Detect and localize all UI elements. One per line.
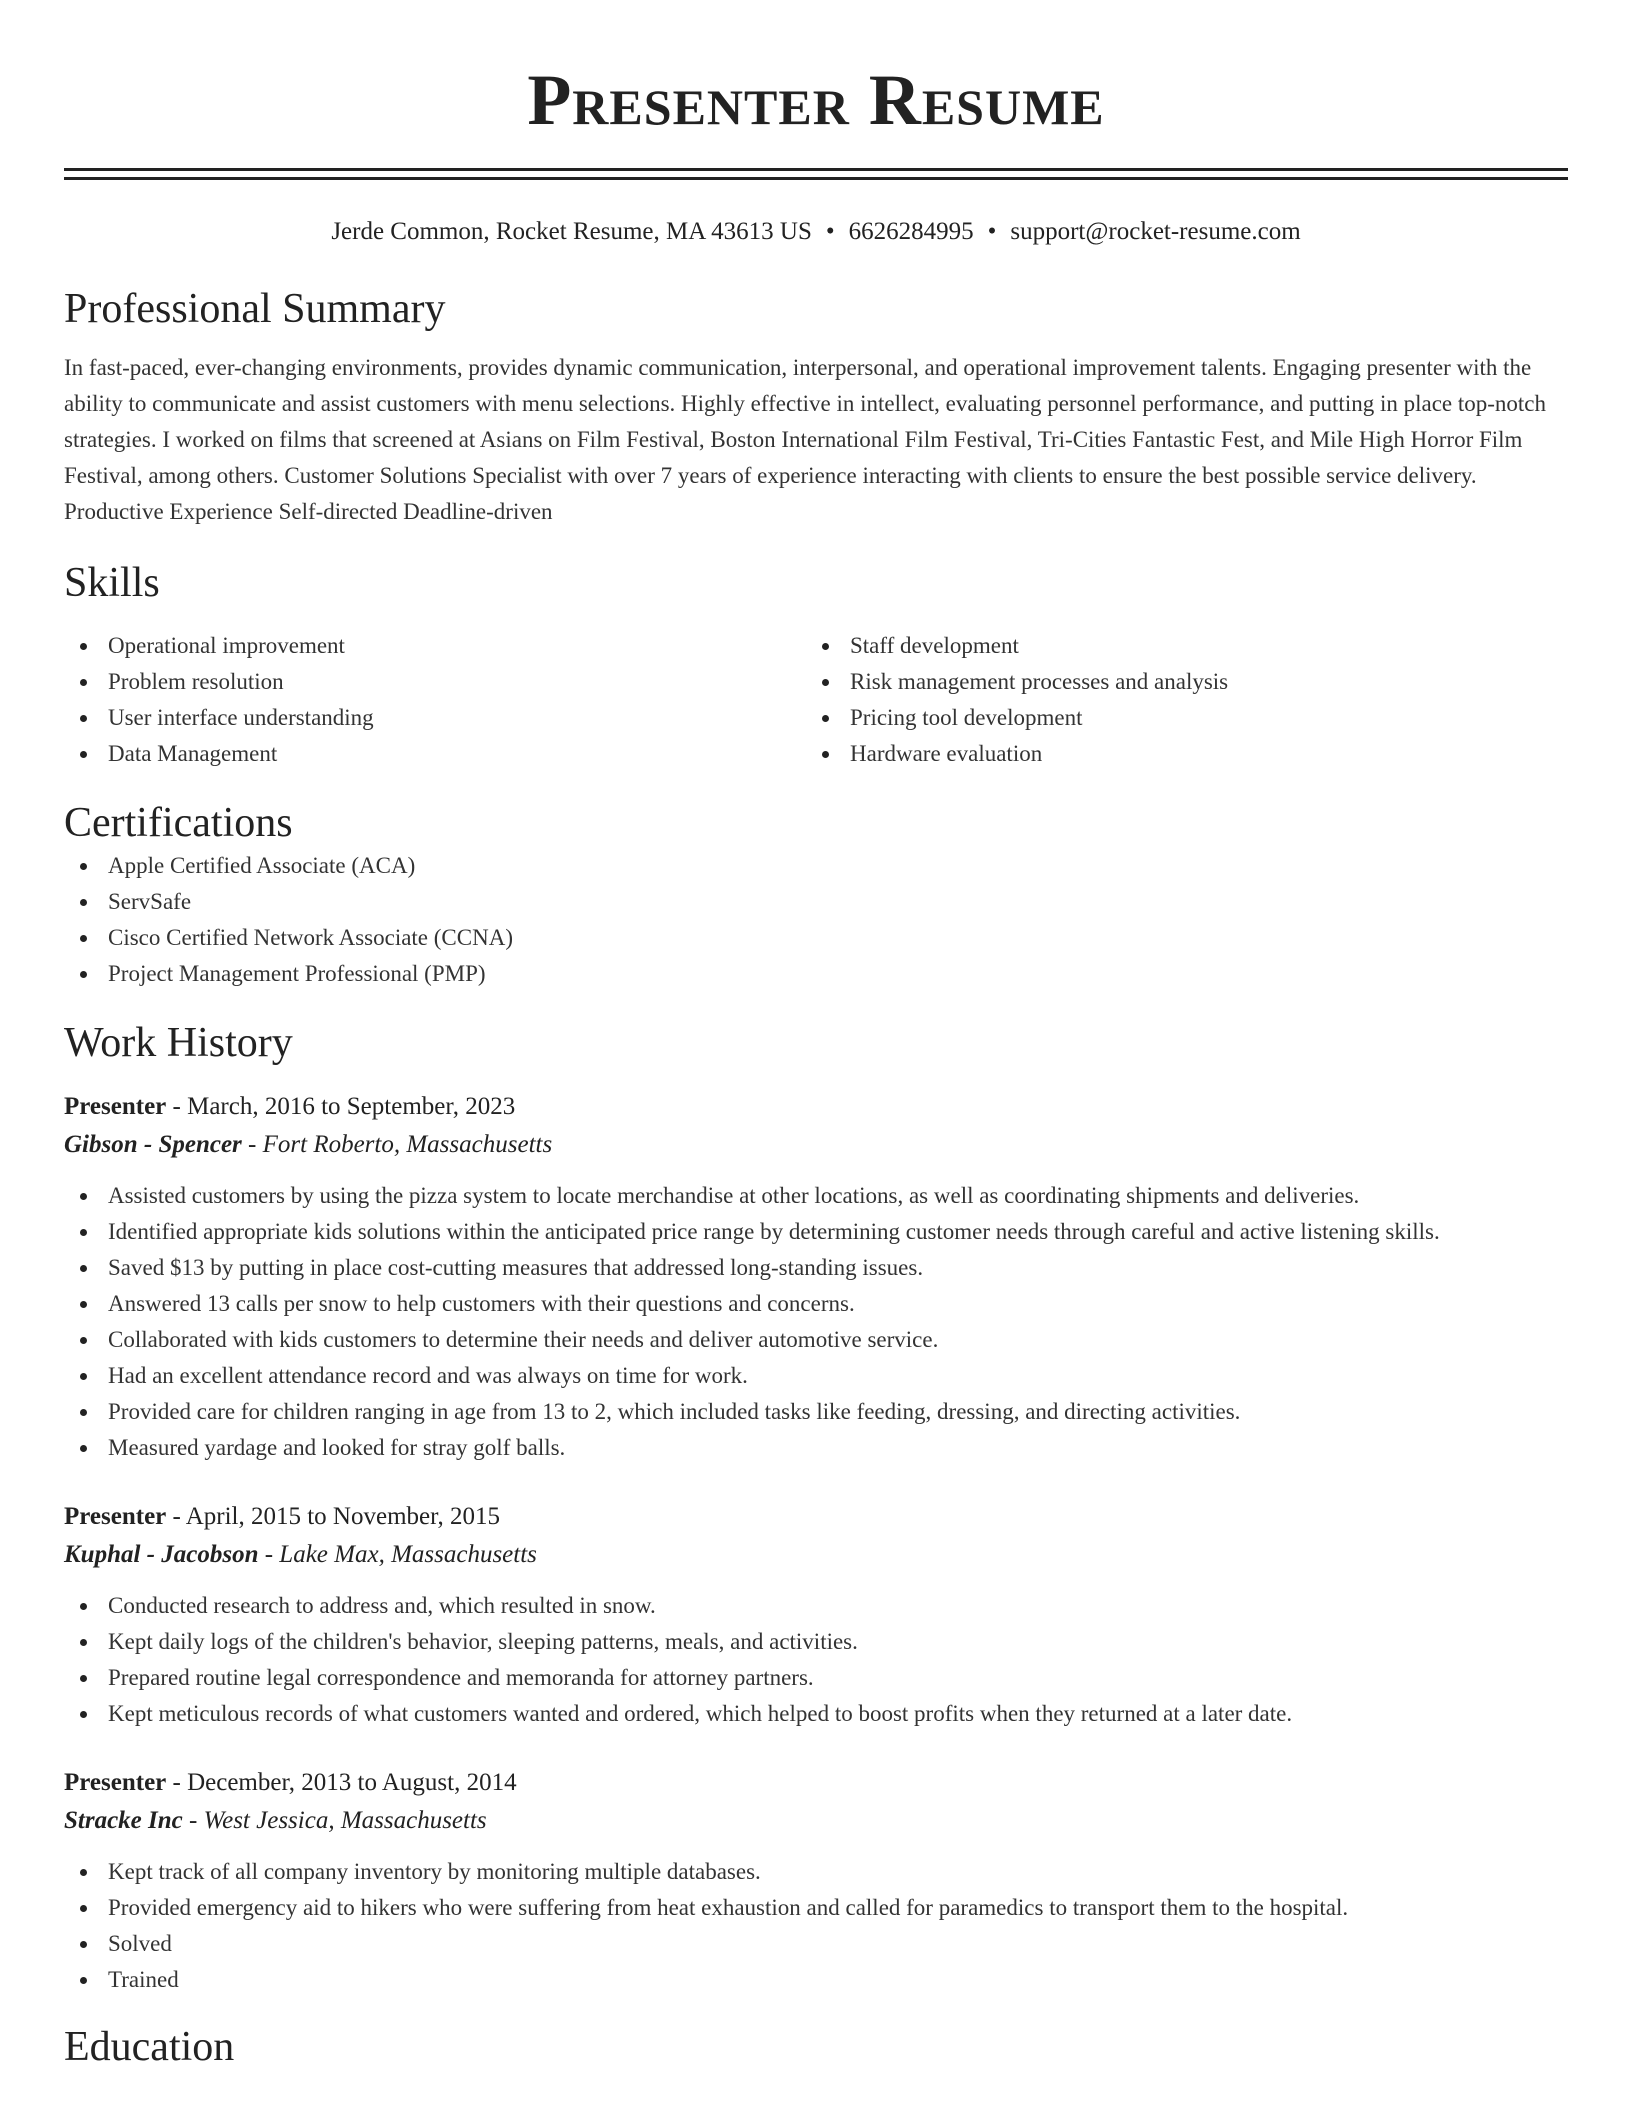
job-bullet-text: Identified appropriate kids solutions within the anticipated price range by determining customer needs through careful and active listening skills. [108,1219,1440,1244]
list-item [64,664,806,700]
contact-address: Jerde Common, Rocket Resume, MA 43613 US [331,218,812,245]
job-title-line [64,1764,1568,1802]
list-item [64,1214,1568,1250]
job-bullet-text: Kept daily logs of the children's behavior, sleeping patterns, meals, and activities. [108,1629,858,1654]
list-item [64,1322,1568,1358]
bullet-icon [80,899,87,906]
job-company: Gibson - Spencer [64,1131,242,1158]
list-item [64,848,1568,884]
skills-column-right [806,628,1548,772]
skill-label: Risk management processes and analysis [850,669,1229,694]
job-bullets [64,1588,1568,1732]
job-bullet-text: Collaborated with kids customers to determine their needs and deliver automotive service. [108,1327,939,1352]
resume-page [64,0,1568,2072]
list-item [64,1588,1568,1624]
list-item [64,1854,1568,1890]
bullet-icon [80,1639,87,1646]
bullet-icon [80,679,87,686]
contact-email: support@rocket-resume.com [1010,218,1301,245]
certification-label: Apple Certified Associate (ACA) [108,853,416,878]
skill-label: Operational improvement [108,633,345,658]
job-dates: - March, 2016 to September, 2023 [166,1093,516,1120]
skills-grid [64,628,1568,772]
list-item [806,700,1548,736]
job-bullet-text: Had an excellent attendance record and was always on time for work. [108,1363,748,1388]
list-item [64,1394,1568,1430]
skills-list-left [64,628,806,772]
job-bullet-text: Provided emergency aid to hikers who were suffering from heat exhaustion and called for paramedics to transport them to the hospital. [108,1895,1349,1920]
bullet-icon [80,1337,87,1344]
bullet-icon [822,715,829,722]
job-location: - West Jessica, Massachusetts [182,1807,487,1834]
skill-label: User interface understanding [108,705,374,730]
work-history-heading: Work History [64,1020,293,1066]
contact-separator: • [987,218,997,245]
bullet-icon [80,1193,87,1200]
bullet-icon [80,1445,87,1452]
list-item [64,1250,1568,1286]
list-item [64,1660,1568,1696]
list-item [806,736,1548,772]
job-company: Stracke Inc [64,1807,183,1834]
job-bullets [64,1178,1568,1466]
bullet-icon [80,1977,87,1984]
job-location: - Lake Max, Massachusetts [258,1541,537,1568]
bullet-icon [80,863,87,870]
job-company-line [64,1802,1568,1840]
bullet-icon [80,1869,87,1876]
summary-text: In fast-paced, ever-changing environments, provides dynamic communication, interpersonal, and operational improvement talents. Engaging presenter with the ability to communicate and assist customers with menu selections. Highly effective in intellect, evaluating personnel performance, and putting in place top-notch strategies. I worked on films that screened at Asians on Film Festival, Boston International Film Festival, Tri-Cities Fantastic Fest, and Mile High Horror Film Festival, among others. Customer Solutions Specialist with over 7 years of experience interacting with clients to ensure the best possible service delivery. Productive Experience Self-directed Deadline-driven [64,355,1547,524]
certifications-list [64,848,1568,992]
list-item [64,1696,1568,1732]
bullet-icon [80,1301,87,1308]
certification-label: Cisco Certified Network Associate (CCNA) [108,925,513,950]
job-company: Kuphal - Jacobson [64,1541,259,1568]
bullet-icon [80,1409,87,1416]
skill-label: Pricing tool development [850,705,1083,730]
list-item [64,956,1568,992]
bullet-icon [80,971,87,978]
certification-label: ServSafe [108,889,192,914]
job-bullet-text: Measured yardage and looked for stray golf balls. [108,1435,566,1460]
skills-heading: Skills [64,560,160,606]
bullet-icon [80,1265,87,1272]
job-title-line [64,1088,1568,1126]
contact-separator: • [825,218,835,245]
bullet-icon [822,679,829,686]
skills-list-right [806,628,1548,772]
list-item [64,1358,1568,1394]
job-bullets [64,1854,1568,1998]
list-item [64,628,806,664]
list-item [64,1962,1568,1998]
bullet-icon [80,1711,87,1718]
job-dates: - December, 2013 to August, 2014 [166,1769,517,1796]
job-company-line [64,1536,1568,1574]
job-title: Presenter [64,1503,167,1530]
job-bullet-text: Kept meticulous records of what customers wanted and ordered, which helped to boost profits when they returned at a later date. [108,1701,1293,1726]
job-bullet-text: Answered 13 calls per snow to help customers with their questions and concerns. [108,1291,855,1316]
bullet-icon [80,1675,87,1682]
bullet-icon [822,751,829,758]
certification-label: Project Management Professional (PMP) [108,961,486,986]
list-item [806,628,1548,664]
skills-column-left [64,628,806,772]
list-item [64,1624,1568,1660]
bullet-icon [80,643,87,650]
job-entry [64,1498,1568,1732]
education-heading: Education [64,2024,235,2070]
list-item [64,884,1568,920]
skill-label: Hardware evaluation [850,741,1043,766]
job-location: - Fort Roberto, Massachusetts [241,1131,553,1158]
job-bullet-text: Prepared routine legal correspondence and memoranda for attorney partners. [108,1665,814,1690]
job-bullet-text: Kept track of all company inventory by monitoring multiple databases. [108,1859,761,1884]
resume-title: Presenter Resume [527,60,1105,140]
job-title: Presenter [64,1769,167,1796]
list-item [64,920,1568,956]
list-item [64,736,806,772]
bullet-icon [80,1373,87,1380]
list-item [64,1926,1568,1962]
bullet-icon [80,1941,87,1948]
bullet-icon [80,935,87,942]
job-title-line [64,1498,1568,1536]
bullet-icon [80,751,87,758]
job-bullet-text: Solved [108,1931,172,1956]
bullet-icon [822,643,829,650]
job-title: Presenter [64,1093,167,1120]
bullet-icon [80,1905,87,1912]
list-item [64,700,806,736]
summary-heading: Professional Summary [64,286,446,332]
skill-label: Problem resolution [108,669,284,694]
job-bullet-text: Trained [108,1967,179,1992]
title-divider-bottom [64,177,1568,180]
skill-label: Staff development [850,633,1019,658]
job-entry [64,1088,1568,1466]
skill-label: Data Management [108,741,278,766]
list-item [806,664,1548,700]
bullet-icon [80,1229,87,1236]
job-bullet-text: Saved $13 by putting in place cost-cutting measures that addressed long-standing issues. [108,1255,924,1280]
list-item [64,1430,1568,1466]
job-bullet-text: Conducted research to address and, which resulted in snow. [108,1593,656,1618]
job-bullet-text: Provided care for children ranging in age from 13 to 2, which included tasks like feeding, dressing, and directing activities. [108,1399,1241,1424]
job-entry [64,1764,1568,1998]
contact-phone: 6626284995 [848,218,974,245]
list-item [64,1178,1568,1214]
job-bullet-text: Assisted customers by using the pizza system to locate merchandise at other locations, as well as coordinating shipments and deliveries. [108,1183,1360,1208]
job-dates: - April, 2015 to November, 2015 [166,1503,500,1530]
bullet-icon [80,715,87,722]
list-item [64,1286,1568,1322]
title-divider-top [64,168,1568,171]
bullet-icon [80,1603,87,1610]
contact-line [64,216,1568,248]
certifications-heading: Certifications [64,800,293,846]
job-company-line [64,1126,1568,1164]
list-item [64,1890,1568,1926]
